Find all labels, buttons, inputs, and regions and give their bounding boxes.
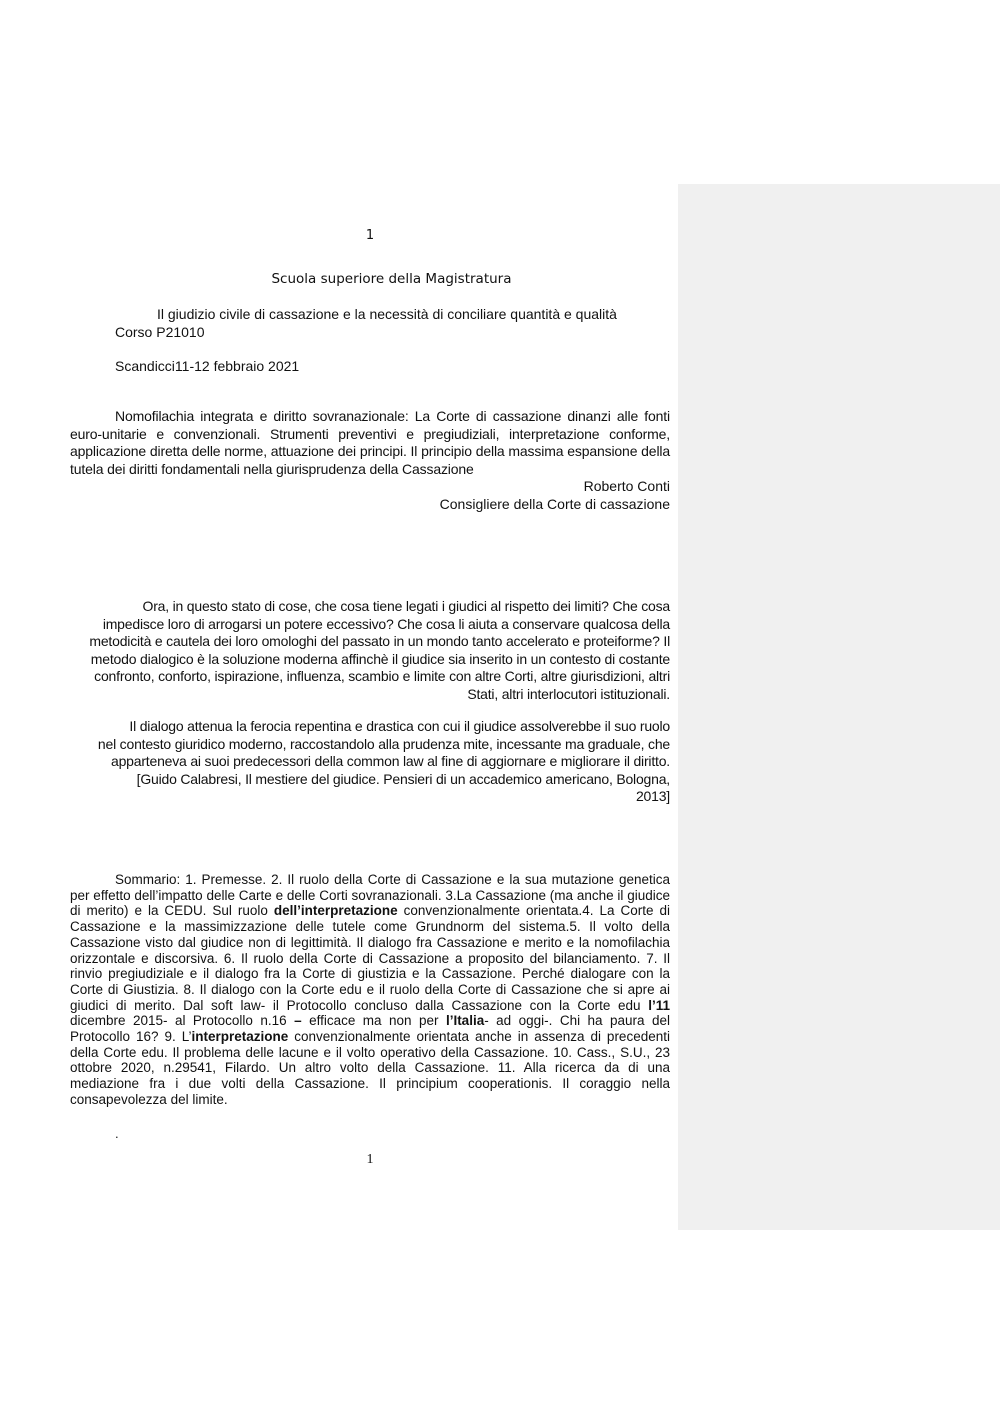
- course-title: Il giudizio civile di cassazione e la necessità di conciliare quantità e qualità: [157, 306, 617, 322]
- page-number-top: 1: [365, 228, 375, 243]
- quote-line: nel contesto giuridico moderno, raccostandolo alla prudenza mite, incessante ma graduale, che: [97, 735, 670, 752]
- lecture-subject: Nomofilachia integrata e diritto sovranazionale: La Corte di cassazione dinanzi alle fonti euro-unitarie e convenzionali. Strumenti preventivi e pregiudiziali, interpretazione conforme, applicazione diretta delle norme, attuazione dei principi. Il principio della massima espansione della tutela dei diritti fondamentali nella giurisprudenza della Cassazione: [70, 408, 670, 477]
- quote-line: impedisce loro di arrogarsi un potere eccessivo? Che cosa li aiuta a conservare qualcosa della: [102, 615, 670, 632]
- table-of-contents-summary: Sommario: 1. Premesse. 2. Il ruolo della Corte di Cassazione e la sua mutazione genetica per effetto dell’impatto delle Carte e delle Corti sovranazionali. 3.La Cassazione (ma anche il giudice di merito) e la CEDU. Sul ruolo dell’interpretazione convenzionalmente orientata.4. La Corte di Cassazione e la massimizzazione delle tutele come Grundnorm del sistema.5. Il volto della Cassazione visto dal giudice non di legittimità. Il dialogo fra Cassazione e merito e la nomofilachia orizzontale e discorsiva. 6. Il ruolo della Corte di Cassazione a proposito del bilanciamento. 7. Il rinvio pregiudiziale e il dialogo fra la Corte di giustizia e la Cassazione. Perché dialogare con la Corte di Giustizia. 8. Il dialogo con la Corte edu e il ruolo della Corte di Cassazione che si apre ai giudici di merito. Dal soft law- il Protocollo concluso dalla Cassazione con la Corte edu l’11 dicembre 2015- al Protocollo n.16 – efficace ma non per l’Italia- ad oggi-. Chi ha paura del Protocollo 16? 9. L’interpretazione convenzionalmente orientata anche in assenza di precedenti della Corte edu. Il problema delle lacune e il volto operativo della Cassazione. 10. Cass., S.U., 23 ottobre 2020, n.29541, Filardo. Un altro volto della Cassazione. 11. Alla ricerca da di una mediazione fra i due volti della Cassazione. Il principium cooperationis. Il coraggio nella consapevolezza del limite.: [70, 872, 670, 1107]
- quote-line: metodicità e cautela dei loro omologhi del passato in un mondo tanto accelerato e proteiforme? Il: [89, 633, 670, 649]
- school-name: Scuola superiore della Magistratura: [271, 271, 512, 287]
- quote-citation-year: 2013]: [635, 788, 670, 804]
- author-role: Consigliere della Corte di cassazione: [439, 495, 670, 512]
- quote-line: Stati, altri interlocutori istituzionali.: [467, 685, 670, 702]
- course-code: Corso P21010: [115, 324, 205, 340]
- quote-line: Il dialogo attenua la ferocia repentina e drastica con cui il giudice assolverebbe il suo ruolo: [129, 718, 670, 734]
- author-name: Roberto Conti: [583, 478, 670, 494]
- quote-citation: [Guido Calabresi, Il mestiere del giudice. Pensieri di un accademico americano, Bologna,: [136, 770, 670, 787]
- quote-line: confronto, conforto, ispirazione, influenza, scambio e limite con altre Corti, altre giurisdizioni, altri: [94, 668, 670, 684]
- place-date: Scandicci11-12 febbraio 2021: [115, 358, 300, 374]
- comment-margin-pane: [678, 184, 1000, 1230]
- epigraph-quote-1: [70, 598, 670, 703]
- author-block: [70, 478, 670, 513]
- epigraph-quote-2: [70, 718, 670, 806]
- quote-line: Ora, in questo stato di cose, che cosa tiene legati i giudici al rispetto dei limiti? Che cosa: [142, 598, 670, 614]
- quote-line: metodo dialogico è la soluzione moderna affinchè il giudice sia inserito in un contesto di costante: [90, 650, 670, 667]
- quote-line: apparteneva ai suoi predecessori della common law al fine di aggiornare e migliorare il diritto.: [111, 753, 670, 769]
- page-number-bottom: 1: [366, 1152, 374, 1167]
- trailing-dot: .: [115, 1126, 119, 1141]
